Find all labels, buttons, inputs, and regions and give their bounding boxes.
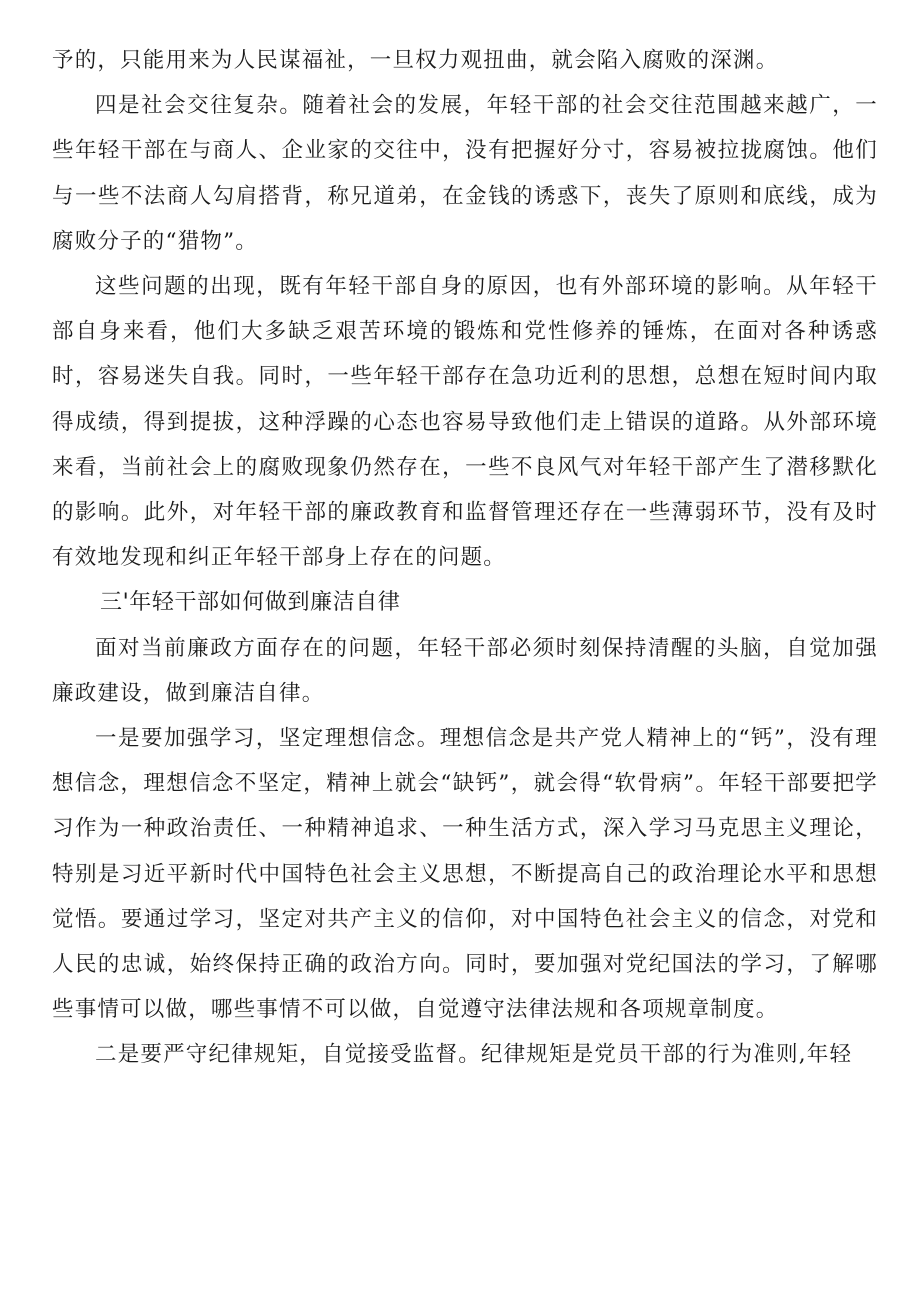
paragraph-6: 二是要严守纪律规矩，自觉接受监督。纪律规矩是党员干部的行为准则,年轻 (95, 1042, 853, 1068)
document-page (52, 38, 878, 1078)
paragraph-2: 四是社会交往复杂。随着社会的发展，年轻干部的社会交往范围越来越广，一些年轻干部在与商人、企业家的交往中，没有把握好分寸，容易被拉拢腐蚀。他们与一些不法商人勾肩搭背，称兄道弟，在金钱的诱惑下，丧失了原则和底线，成为腐败分子的“猎物”。 (52, 93, 878, 254)
paragraph-1: 予的，只能用来为人民谋福祉，一旦权力观扭曲，就会陷入腐败的深渊。 (52, 48, 779, 73)
paragraph-5: 一是要加强学习，坚定理想信念。理想信念是共产党人精神上的“钙”，没有理想信念，理想信念不坚定，精神上就会“缺钙”，就会得“软骨病”。年轻干部要把学习作为一种政治责任、一种精神追求、一种生活方式，深入学习马克思主义理论，特别是习近平新时代中国特色社会主义思想，不断提高自己的政治理论水平和思想觉悟。要通过学习，坚定对共产主义的信仰，对中国特色社会主义的信念，对党和人民的忠诚，始终保持正确的政治方向。同时，要加强对党纪国法的学习，了解哪些事情可以做，哪些事情不可以做，自觉遵守法律法规和各项规章制度。 (52, 726, 878, 1023)
paragraph-3: 这些问题的出现，既有年轻干部自身的原因，也有外部环境的影响。从年轻干部自身来看，他们大多缺乏艰苦环境的锻炼和党性修养的锤炼，在面对各种诱惑时，容易迷失自我。同时，一些年轻干部存在急功近利的思想，总想在短时间内取得成绩，得到提拔，这种浮躁的心态也容易导致他们走上错误的道路。从外部环境来看，当前社会上的腐败现象仍然存在，一些不良风气对年轻干部产生了潜移默化的影响。此外，对年轻干部的廉政教育和监督管理还存在一些薄弱环节，没有及时有效地发现和纠正年轻干部身上存在的问题。 (52, 274, 878, 571)
section-heading: 三'年轻干部如何做到廉洁自律 (100, 590, 401, 616)
paragraph-4: 面对当前廉政方面存在的问题，年轻干部必须时刻保持清醒的头脑，自觉加强廉政建设，做到廉洁自律。 (52, 635, 878, 706)
